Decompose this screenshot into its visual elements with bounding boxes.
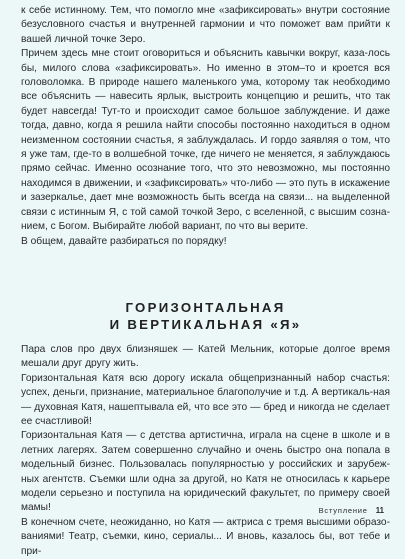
section-heading (21, 299, 390, 333)
page-content (21, 4, 390, 559)
intro-paragraph-2: Причем здесь мне стоит оговориться и объяснить кавычки вокруг, каза-лось бы, милого слова «зафиксировать». Но именно в этом–то и кроется вся головоломка. В природе нашего маленького ума, которому так необходимо все объяснить — навесить ярлык, выстроить концепцию и решить, что так будет навсегда! Тут-то и происходит самое большое заблуждение. И даже тогда, давно, когда я решила найти способы постоянно находиться в одном неизменном состоянии счастья, я заблуждалась. И гордо заявляя о том, что я уже там, где-то в волшебной точке, где ничего не меняется, я заблуждаюсь прямо сейчас. Именно осознание того, что это невозможно, мы постоянно находимся в движении, и «зафиксировать» что-либо — это путь в искажение и зазеркалье, дает мне возможность быть всегда на связи... на выделенной связи с истинным Я, с той самой точкой Зеро, с вселенной, с высшим созна-нием, с Богом. Выбирайте любой вариант, по что вы верите. (21, 48, 390, 233)
body-paragraph-2: Горизонтальная Катя всю дорогу искала общепризнанный набор счастья: успех, деньги, признание, материальное благополучие и т.д. А вертикаль-ная — духовная Катя, нашептывала ей, что все это — бред и никогда не сделает ее счастливой! (21, 372, 390, 427)
section-spacer (21, 249, 390, 299)
intro-paragraph-3: В общем, давайте разбираться по порядку! (21, 235, 227, 247)
footer-section-title: Вступление (318, 506, 368, 515)
body-paragraph-4: В конечном счете, неожиданно, но Катя — актриса с тремя высшими образо-ваниями! Театр, съемки, кино, сериалы... И вновь, казалось бы, вот тебе и при- (21, 516, 390, 557)
heading-line-2: И ВЕРТИКАЛЬНАЯ «Я» (109, 316, 302, 332)
heading-line-1: ГОРИЗОНТАЛЬНАЯ (125, 299, 286, 315)
body-paragraph-1: Пара слов про двух близняшек — Катей Мельник, которые долгое время мешали друг другу жить. (21, 343, 390, 370)
heading-spacer (21, 333, 390, 343)
body-paragraph-3: Горизонтальная Катя — с детства артистична, играла на сцене в школе и в летних лагерях. Затем совершенно случайно и очень быстро она попала в модельный бизнес. Пользовалась популярностью у российских и зарубеж-ных агентств. Съемки шли одна за другой, но Катя не относилась к карьере модели серьезно и поступила на юридический факультет, по примеру своей мамы! (21, 430, 390, 514)
intro-paragraph-1: к себе истинному. Тем, что помогло мне «зафиксировать» внутри состояние безусловного счастья и внутренней гармонии и что поможет вам прийти к вашей личной точке Зеро. (21, 5, 390, 45)
page-footer (319, 506, 384, 515)
page-number: 11 (375, 506, 384, 515)
